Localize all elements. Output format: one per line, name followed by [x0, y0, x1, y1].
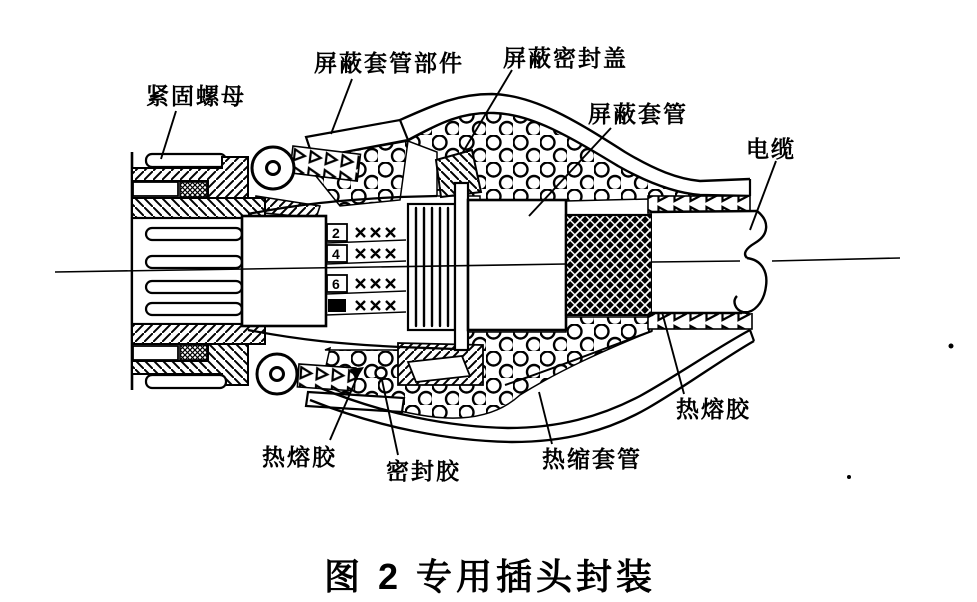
- contact-rows: [326, 224, 406, 315]
- hot-melt-band-bottom-left: [297, 364, 355, 391]
- sealant-dot: [376, 368, 387, 379]
- callout-heat-shrink-sleeve: 热缩套管: [542, 446, 642, 472]
- pin-number-3: 6: [332, 276, 340, 292]
- leader-fastening-nut: [161, 111, 176, 159]
- leader-cable: [750, 161, 776, 230]
- bayonet-ear-bottom: [257, 354, 297, 394]
- callout-cable: 电缆: [746, 136, 796, 162]
- cable-braid-block: [566, 215, 652, 315]
- callout-sealant: 密封胶: [386, 458, 461, 484]
- scan-speck: [949, 344, 954, 349]
- pin-number-2: 4: [332, 246, 340, 262]
- callout-shield-sleeve-assembly: 屏蔽套管部件: [314, 50, 464, 76]
- callout-shield-seal-cover: 屏蔽密封盖: [503, 45, 628, 71]
- callout-shield-sleeve: 屏蔽套管: [588, 101, 688, 127]
- callout-hot-melt-right: 热熔胶: [676, 396, 751, 422]
- leader-shield-sleeve-assembly: [331, 79, 352, 134]
- callout-fastening-nut: 紧固螺母: [146, 83, 246, 109]
- pin-number-1: 2: [332, 225, 340, 241]
- callout-hot-melt-bottom: 热熔胶: [262, 444, 337, 470]
- leader-heat-shrink-sleeve: [539, 392, 552, 444]
- scan-speck: [847, 475, 851, 479]
- figure-caption: 图 2 专用插头封装: [324, 556, 657, 597]
